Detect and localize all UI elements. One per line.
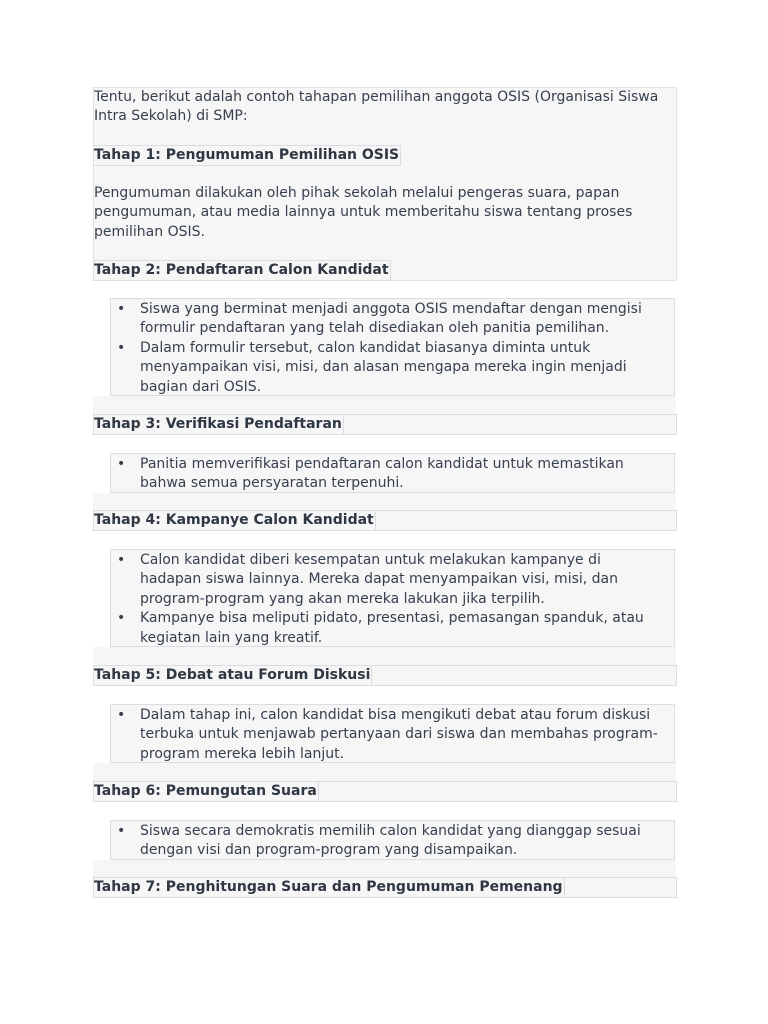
stage-3-list <box>110 453 675 493</box>
stage-4-list <box>110 549 675 647</box>
list-item: • Dalam tahap ini, calon kandidat bisa mengikuti debat atau forum diskusi terbuka untuk menjawab pertanyaan dari siswa dan membahas program-program mereka lebih lanjut. <box>140 706 664 764</box>
list-item: • Siswa yang berminat menjadi anggota OSIS mendaftar dengan mengisi formulir pendaftaran yang telah disediakan oleh panitia pemilihan. <box>140 300 664 339</box>
stage-6-heading-row <box>93 781 677 802</box>
list-item: • Panitia memverifikasi pendaftaran calon kandidat untuk memastikan bahwa semua persyaratan terpenuhi. <box>140 455 664 494</box>
stage-1-text: Pengumuman dilakukan oleh pihak sekolah melalui pengeras suara, papan pengumuman, atau media lainnya untuk memberitahu siswa tentang proses pemilihan OSIS. <box>94 185 633 240</box>
list-item: • Siswa secara demokratis memilih calon kandidat yang dianggap sesuai dengan visi dan program-program yang disampaikan. <box>140 822 664 861</box>
stage-4-heading-row <box>93 510 677 531</box>
stage-2-list <box>110 298 675 396</box>
stage-5-heading: Tahap 5: Debat atau Forum Diskusi <box>94 667 371 683</box>
stage-1-heading: Tahap 1: Pengumuman Pemilihan OSIS <box>93 145 401 166</box>
list-item: • Dalam formulir tersebut, calon kandidat biasanya diminta untuk menyampaikan visi, misi, dan alasan mengapa mereka ingin menjadi bagian dari OSIS. <box>140 339 664 397</box>
stage-2-heading: Tahap 2: Pendaftaran Calon Kandidat <box>93 260 391 281</box>
stage-7-heading-row <box>93 877 677 898</box>
stage-6-heading: Tahap 6: Pemungutan Suara <box>94 783 317 799</box>
stage-4-heading: Tahap 4: Kampanye Calon Kandidat <box>94 512 374 528</box>
list-item: • Calon kandidat diberi kesempatan untuk melakukan kampanye di hadapan siswa lainnya. Mereka dapat menyampaikan visi, misi, dan program-program yang akan mereka lakukan jika terpilih. <box>140 551 664 609</box>
intro-paragraph: Tentu, berikut adalah contoh tahapan pemilihan anggota OSIS (Organisasi Siswa Intra Sekolah) di SMP: <box>94 89 659 125</box>
stage-5-list <box>110 704 675 763</box>
stage-5-heading-row <box>93 665 677 686</box>
section-gap <box>93 860 676 877</box>
stage-3-heading: Tahap 3: Verifikasi Pendaftaran <box>94 416 342 432</box>
section-gap <box>93 763 676 781</box>
stage-6-list <box>110 820 675 860</box>
section-gap <box>93 396 676 414</box>
stage-7-heading: Tahap 7: Penghitungan Suara dan Pengumuman Pemenang <box>94 879 563 895</box>
section-gap <box>93 647 676 665</box>
stage-3-heading-row <box>93 414 677 435</box>
list-item: • Kampanye bisa meliputi pidato, presentasi, pemasangan spanduk, atau kegiatan lain yang kreatif. <box>140 609 664 648</box>
section-gap <box>93 493 676 510</box>
